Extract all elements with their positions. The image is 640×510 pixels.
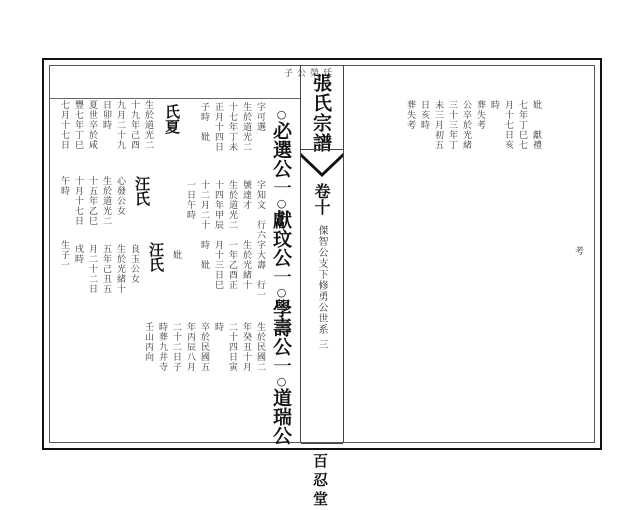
entry-text: 時 妣	[199, 240, 209, 270]
lineage-name-2: 獻玟公	[270, 210, 292, 267]
entry-text: 三十三年丁	[447, 100, 457, 150]
entry-text: 午時	[59, 176, 69, 196]
entry-text: 年丙辰八月	[185, 322, 195, 372]
wife-name: 汪氏	[133, 176, 151, 206]
entry-text: 一日午時	[185, 180, 195, 220]
entry-text: 月十三日巳	[213, 240, 223, 290]
entry-text: 十二月二十	[199, 180, 209, 230]
entry-text: 生於道光二	[241, 102, 251, 152]
entry-text: 十七年丁未	[227, 102, 237, 152]
entry-text: 夏世卒於咸	[87, 100, 97, 150]
wife-name: 氏夏	[163, 104, 181, 134]
header-note: 子公榮廷	[284, 69, 337, 79]
entry-text: 年癸丑十月	[241, 322, 251, 372]
lineage-node-icon: ○	[275, 108, 288, 121]
lineage-name-4: 道瑞公	[270, 388, 292, 445]
entry-text: 十五年乙巳	[87, 176, 97, 226]
volume-subtitle: 傑智公支下修勇公世系 三	[316, 225, 327, 351]
entry-text: 字知文 行六	[255, 180, 265, 240]
entry-text: 日卯時	[101, 100, 111, 130]
entry-text: 子時 妣	[199, 102, 209, 142]
entry-text: 五年己丑五	[101, 244, 111, 294]
entry-text: 生於道光二	[143, 100, 153, 150]
entry-text: 十四年甲辰	[213, 180, 223, 230]
entry-text: 七月十七日	[59, 100, 69, 150]
entry-text: 號達才	[241, 180, 251, 210]
entry-text: 生於道光二	[227, 180, 237, 230]
entry-text: 時	[213, 322, 223, 332]
entry-text: 十九年己酉	[129, 100, 139, 150]
entry-text: 葬失考	[475, 100, 485, 130]
entry-text: 時	[489, 100, 499, 110]
book-spine	[300, 65, 344, 510]
entry-text: 未三月初五	[433, 100, 443, 150]
lineage-name-3: 學壽公	[270, 299, 292, 356]
spine-rule	[301, 443, 343, 444]
entry-text: 生於光緒十	[115, 244, 125, 294]
fish-tail-ornament-icon	[301, 153, 343, 179]
entry-text: 生子一	[59, 240, 69, 270]
entry-text: 豐七年丁巳	[73, 100, 83, 150]
entry-text: 時葬九井寺	[157, 322, 167, 372]
entry-text: 葬失考	[405, 100, 415, 130]
header-rule	[49, 98, 300, 99]
entry-text: 考	[573, 246, 583, 256]
entry-text: 心發公女	[115, 176, 125, 216]
lineage-name-1: 必選公	[270, 121, 292, 178]
volume-label: 卷十	[312, 183, 331, 215]
spine-rule	[301, 149, 343, 150]
entry-text: 月十七日亥	[503, 100, 513, 150]
entry-text: 良玉公女	[129, 244, 139, 284]
lineage-node-icon: ○	[275, 375, 288, 388]
entry-text: 生於道光二	[101, 176, 111, 226]
entry-text: 生於光緒十	[241, 240, 251, 290]
entry-text: 公卒於光緒	[461, 100, 471, 150]
lineage-line: ○必選公一○獻玟公一○學壽公一○道瑞公	[270, 108, 292, 445]
entry-text: 壬山丙向	[143, 322, 153, 362]
hall-name: 百忍堂	[311, 453, 329, 510]
lineage-node-icon: ○	[275, 286, 288, 299]
entry-text: 字可選	[255, 102, 265, 132]
lineage-node-icon: ○	[275, 197, 288, 210]
entry-text: 戌時	[73, 244, 83, 264]
wife-name: 汪氏	[147, 242, 165, 272]
entry-text: 一年乙酉正	[227, 240, 237, 290]
entry-text: 正月十四日	[213, 102, 223, 152]
entry-text: 字大壽 行一	[255, 240, 265, 300]
entry-text: 生於民國二	[255, 322, 265, 372]
entry-text: 妣	[171, 250, 181, 260]
entry-text: 月二十二日	[87, 244, 97, 294]
entry-text: 十月十七日	[73, 176, 83, 226]
entry-text: 卒於民國五	[199, 322, 209, 372]
entry-text: 二十二日子	[171, 322, 181, 372]
entry-text: 九月二十九	[115, 100, 125, 150]
entry-text: 七年丁巳七	[517, 100, 527, 150]
entry-text: 二十四日寅	[227, 322, 237, 372]
genealogy-title: 張氏宗譜	[310, 73, 332, 153]
entry-text: 妣 獻禮	[531, 100, 541, 150]
entry-text: 日亥時	[419, 100, 429, 130]
